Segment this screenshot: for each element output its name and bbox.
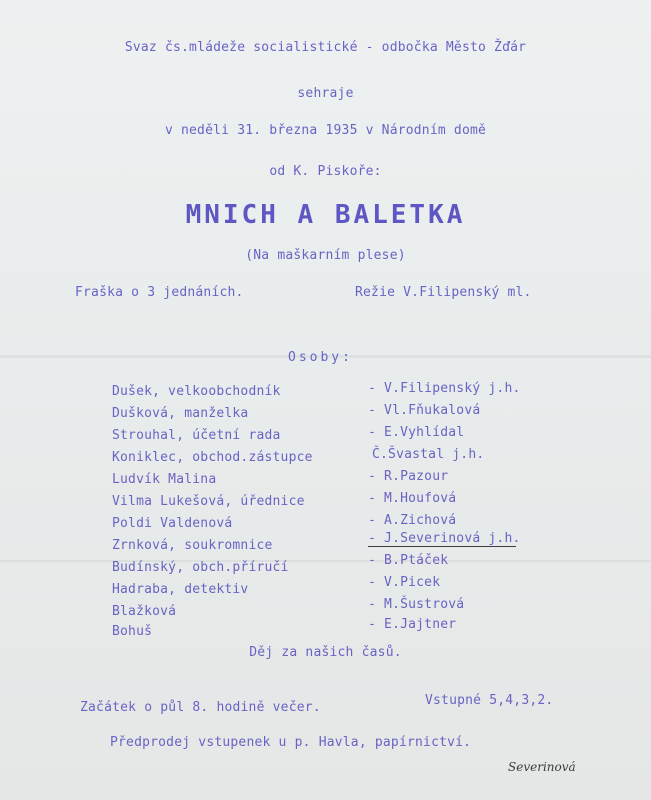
cast-heading: Osoby: bbox=[288, 350, 353, 365]
admission-prices: Vstupné 5,4,3,2. bbox=[425, 693, 554, 708]
cast-actor: - A.Zichová bbox=[368, 513, 457, 528]
cast-actor: - B.Ptáček bbox=[368, 553, 449, 568]
cast-role: Vilma Lukešová, úřednice bbox=[112, 494, 305, 509]
cast-actor: - E.Vyhlídal bbox=[368, 425, 465, 440]
cast-actor: Č.Švastal j.h. bbox=[372, 447, 485, 462]
header-line: Svaz čs.mládeže socialistické - odbočka Město Žďár bbox=[124, 40, 527, 55]
cast-role: Strouhal, účetní rada bbox=[112, 428, 281, 443]
play-title: MNICH A BALETKA bbox=[185, 200, 466, 230]
cast-actor: - J.Severinová j.h. bbox=[368, 531, 521, 546]
cast-role: Blažková bbox=[112, 604, 177, 619]
cast-role: Ludvík Malina bbox=[112, 472, 217, 487]
play-subtitle: (Na maškarním plese) bbox=[245, 248, 406, 263]
cast-role: Zrnková, soukromnice bbox=[112, 538, 273, 553]
cast-role: Dušková, manželka bbox=[112, 406, 249, 421]
cast-role: Dušek, velkoobchodník bbox=[112, 384, 281, 399]
cast-role: Bohuš bbox=[112, 624, 153, 639]
cast-role: Poldi Valdenová bbox=[112, 516, 233, 531]
genre-line: Fraška o 3 jednáních. bbox=[75, 285, 244, 300]
date-venue: v neděli 31. března 1935 v Národním domě bbox=[164, 123, 487, 138]
cast-role: Budínský, obch.příručí bbox=[112, 560, 289, 575]
cast-role: Hadraba, detektiv bbox=[112, 582, 249, 597]
handwritten-underline bbox=[368, 546, 516, 547]
presale-line: Předprodej vstupenek u p. Havla, papírnictví. bbox=[110, 735, 472, 750]
cast-actor: - V.Filipenský j.h. bbox=[368, 381, 521, 396]
director-line: Režie V.Filipenský ml. bbox=[355, 285, 532, 300]
cast-role: Koniklec, obchod.zástupce bbox=[112, 450, 313, 465]
setting-line: Děj za našich časů. bbox=[249, 645, 402, 660]
start-time: Začátek o půl 8. hodině večer. bbox=[80, 700, 321, 715]
cast-actor: - E.Jajtner bbox=[368, 617, 457, 632]
cast-actor: - V.Picek bbox=[368, 575, 441, 590]
performance-verb: sehraje bbox=[297, 86, 354, 101]
cast-actor: - R.Pazour bbox=[368, 469, 449, 484]
cast-actor: - Vl.Fňukalová bbox=[368, 403, 481, 418]
author-line: od K. Piskoře: bbox=[269, 164, 382, 179]
cast-actor: - M.Šustrová bbox=[368, 597, 465, 612]
handwritten-signature: Severinová bbox=[508, 760, 576, 774]
paper-crease bbox=[0, 560, 651, 562]
cast-actor: - M.Houfová bbox=[368, 491, 457, 506]
